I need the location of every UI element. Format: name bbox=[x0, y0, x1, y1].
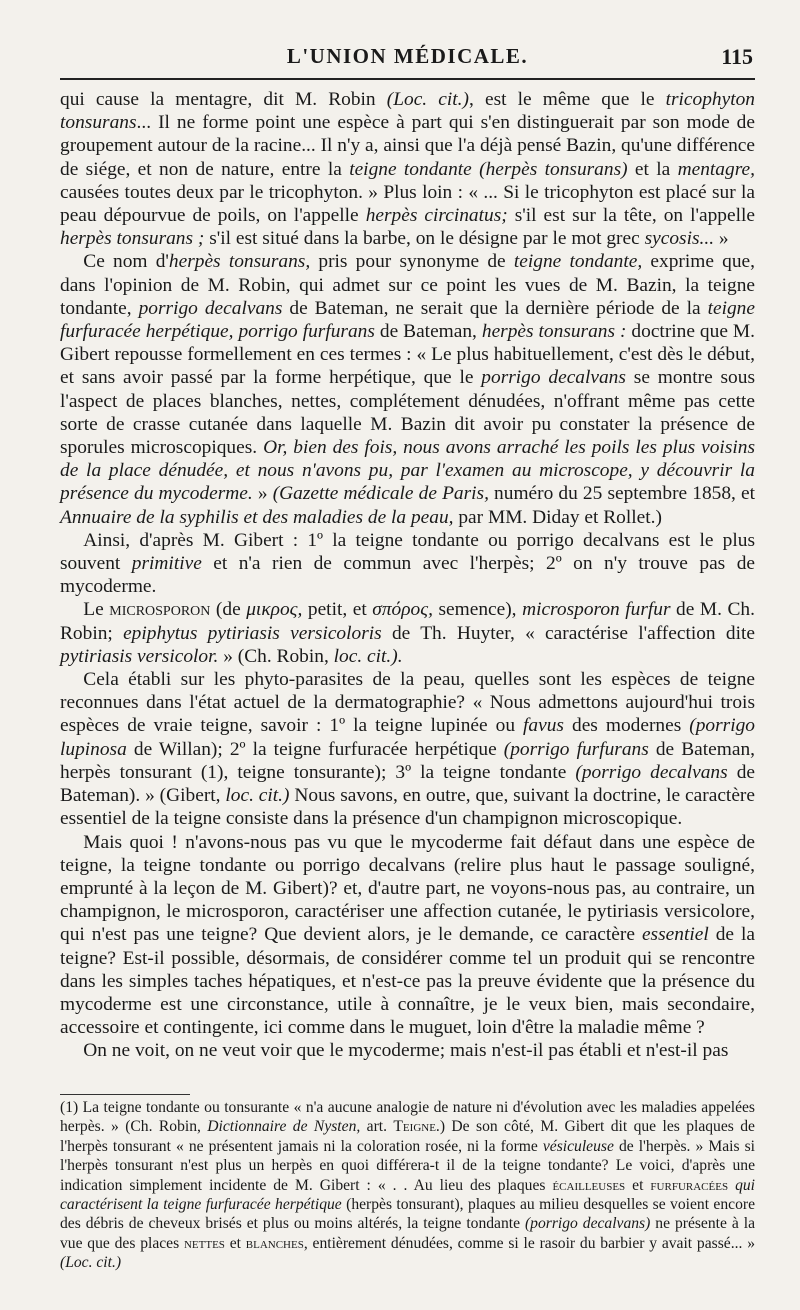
term: vésiculeuse bbox=[542, 1137, 614, 1155]
paragraph-1 bbox=[60, 88, 755, 250]
paragraph-6 bbox=[60, 831, 755, 1040]
term: sycosis... bbox=[644, 228, 715, 250]
text-run: numéro du 25 septembre 1858, et bbox=[488, 483, 756, 505]
term: porrigo decalvans bbox=[481, 367, 626, 389]
running-header bbox=[60, 38, 755, 80]
small-caps-term: blanches bbox=[245, 1234, 304, 1252]
text-run: se montre sous l'aspect de places blanches, nettes, complétement dénudées, n'offrant même pas cette sorte de crasse cutanée dans laquelle M. Bazin dit avoir pu constater la présence de sporules microscopiques. bbox=[60, 367, 755, 459]
footnote bbox=[60, 1098, 755, 1273]
text-run: , est le même que le bbox=[468, 89, 666, 110]
text-run: de Bateman, ne serait que la dernière période de la bbox=[282, 297, 708, 319]
quoted-emphasis: qui caractérisent la teigne furfuracée herpétique bbox=[60, 1176, 755, 1214]
small-caps-term: furfuracées bbox=[650, 1176, 729, 1194]
citation: loc. cit.) bbox=[225, 785, 290, 807]
text-run: petit, et bbox=[302, 599, 373, 621]
term: teigne tondante (herpès tonsurans) bbox=[349, 158, 628, 180]
text-run: s'il est sur la tête, on l'appelle bbox=[507, 205, 755, 227]
paragraph-3 bbox=[60, 529, 755, 599]
text-run: ) De son côté, M. Gibert dit que les plaques de l'herpès tonsurant « ne présentent jamais ni la coloration rosée, ni la forme bbox=[60, 1118, 755, 1155]
term: (porrigo decalvans bbox=[575, 761, 728, 783]
text-run: qui cause la mentagre, dit M. Robin bbox=[60, 89, 387, 110]
term: epiphytus pytiriasis versicoloris bbox=[123, 622, 382, 644]
term: mentagre, bbox=[677, 158, 755, 180]
footnote-rule bbox=[60, 1094, 190, 1095]
text-run: ... Il ne forme point une espèce à part qui s'en distinguerait par son mode de groupement autour de la racine... Il n'y a, ainsi que l'a déjà pensé Bazin, qu'une différence de siége, et non de nature, entre la bbox=[60, 112, 755, 180]
text-run: (1) La teigne tondante ou tonsurante « n'a aucune analogie de nature ni d'évolution avec les maladies appelées herpès. » (Ch. Robin, bbox=[60, 1099, 755, 1136]
text-run: et bbox=[224, 1234, 246, 1252]
text-run: , entièrement dénudées, comme si le rasoir du barbier y avait passé... » bbox=[303, 1234, 755, 1252]
text-run: Ce nom d' bbox=[83, 251, 169, 273]
text-run: Ainsi, d'après M. Gibert : 1º la teigne tondante ou porrigo decalvans est le plus souvent bbox=[60, 529, 755, 575]
text-run: art. bbox=[360, 1118, 394, 1136]
small-caps-term: microsporon bbox=[109, 599, 211, 621]
text-run: s'il est situé dans la barbe, on le désigne par le mot grec bbox=[204, 228, 645, 250]
term: (porrigo decalvans) bbox=[524, 1215, 651, 1233]
citation: (Loc. cit.) bbox=[60, 1254, 122, 1272]
citation: (Loc. cit.) bbox=[386, 89, 469, 110]
term: (porrigo furfurans bbox=[503, 738, 649, 760]
text-run: de Willan); 2º la teigne furfuracée herpétique bbox=[126, 738, 504, 760]
text-run: (de bbox=[210, 599, 247, 621]
paragraph-2 bbox=[60, 250, 755, 528]
paragraph-5 bbox=[60, 668, 755, 830]
citation: Annuaire de la syphilis et des maladies de la peau, bbox=[60, 506, 454, 528]
citation: loc. cit.). bbox=[333, 645, 403, 667]
term: primitive bbox=[131, 553, 202, 575]
text-run: de l'herpès. » Mais si l'herpès tonsurant n'est plus un herpès en quoi différera-t il de la teigne tondante? Le voici, d'après une indication simplement incidente de M. Gibert : « . . Au lieu des plaques bbox=[60, 1137, 755, 1194]
text-run: de Bateman, bbox=[374, 321, 482, 343]
term: microsporon furfur bbox=[522, 599, 671, 621]
text-run: ne présente à la vue que des places bbox=[60, 1215, 755, 1252]
text-run: et n'a rien de commun avec l'herpès; 2º on n'y trouve pas de mycoderme. bbox=[60, 553, 755, 598]
term: favus bbox=[523, 715, 564, 737]
term: pytiriasis versicolor. bbox=[60, 645, 219, 667]
greek-word: μικρος, bbox=[246, 599, 303, 621]
small-caps-term: nettes bbox=[183, 1234, 225, 1252]
text-run: exprime que, dans l'opinion de M. Robin, qui admet sur ce point les vues de M. Bazin, la teigne tondante, bbox=[60, 251, 755, 319]
text-run: » (Ch. Robin, bbox=[218, 645, 334, 667]
citation: (Gazette médicale de Paris, bbox=[272, 483, 489, 505]
term: (porrigo lupinosa bbox=[60, 715, 755, 760]
term: teigne tondante, bbox=[513, 251, 643, 273]
text-run: doctrine que M. Gibert repousse formellement en ces termes : « Le plus habituellement, c'est dès le début, et sans avoir passé par la forme herpétique, que le bbox=[60, 321, 755, 389]
small-caps-term: Teigne. bbox=[393, 1118, 440, 1136]
page-number: 115 bbox=[721, 44, 753, 69]
text-run: de Th. Huyter, « caractérise l'affection dite bbox=[381, 622, 755, 644]
text-run: de Bateman). » (Gibert, bbox=[60, 761, 756, 807]
journal-title: L'UNION MÉDICALE. bbox=[286, 44, 529, 68]
text-run: semence), bbox=[432, 599, 523, 621]
paragraph-4 bbox=[60, 598, 755, 668]
text-run: (herpès tonsurant), plaques au milieu desquelles se voient encore des débris de cheveux brisés et plus ou moins altérés, la teigne tondante bbox=[60, 1196, 755, 1233]
term: essentiel bbox=[641, 924, 709, 946]
text-run: des modernes bbox=[563, 715, 690, 737]
term: herpès circinatus; bbox=[365, 205, 508, 227]
text-run: par MM. Diday et Rollet.) bbox=[453, 506, 662, 528]
term: herpès tonsurans : bbox=[481, 321, 627, 343]
paragraph-7 bbox=[60, 1039, 755, 1062]
text-run: pris pour synonyme de bbox=[310, 251, 514, 273]
text-run: de Bateman, herpès tonsurant (1), teigne tonsurante); 3º la teigne tondante bbox=[60, 738, 756, 783]
text-run: » bbox=[714, 228, 729, 250]
text-run: causées toutes deux par le tricophyton. » Plus loin : « ... Si le tricophyton est placé sur la peau dépourvue de poils, on l'appelle bbox=[60, 181, 755, 227]
text-run: et la bbox=[627, 158, 678, 180]
text-run: de la teigne? Est-il possible, désormais, de considérer comme tel un produit qui se rencontre dans les simples taches hépatiques, et n'est-ce pas la preuve évidente que la présence du mycoderme est une circonstance, utile à connaître, je le veux bien, mais secondaire, accessoire et contingente, ici comme dans le muguet, loin d'être la maladie même ? bbox=[60, 924, 755, 1039]
citation: Dictionnaire de Nysten, bbox=[207, 1118, 361, 1136]
text-run: Cela établi sur les phyto-parasites de la peau, quelles sont les espèces de teigne reconnues dans l'état actuel de la dermatographie? « Nous admettons aujourd'hui trois espèces de vraie teigne, savoir : 1º la teigne lupinée ou bbox=[60, 669, 755, 737]
term: herpès tonsurans, bbox=[168, 251, 311, 273]
text-run: et bbox=[625, 1176, 651, 1194]
text-run: Le bbox=[83, 599, 110, 621]
text-run bbox=[728, 1177, 735, 1194]
text-run: On ne voit, on ne veut voir que le mycoderme; mais n'est-il pas établi et n'est-il pas bbox=[83, 1040, 729, 1062]
term: tricophyton tonsurans bbox=[60, 89, 755, 134]
text-run: Mais quoi ! n'avons-nous pas vu que le mycoderme fait défaut dans une espèce de teigne, la teigne tondante ou porrigo decalvans (relire plus haut le passage souligné, emprunté à la leçon de M. Gibert)? et, d'autre part, ne voyons-nous pas, au contraire, un champignon, le microsporon, caractériser une affection cutanée, le pytiriasis versicolore, qui n'est pas une teigne? Que devient alors, je le demande, ce caractère bbox=[60, 831, 755, 946]
term: herpès tonsurans ; bbox=[60, 228, 205, 250]
term: porrigo decalvans bbox=[138, 297, 283, 319]
small-caps-term: écailleuses bbox=[552, 1176, 626, 1194]
article-body bbox=[60, 88, 755, 1063]
text-run: de M. Ch. Robin; bbox=[60, 599, 755, 644]
text-run: » bbox=[252, 483, 273, 505]
greek-word: σπόρος, bbox=[372, 599, 433, 621]
text-run: Nous savons, en outre, que, suivant la doctrine, le caractère essentiel de la teigne consiste dans la présence d'un champignon microscopique. bbox=[60, 785, 755, 830]
term: teigne furfuracée herpétique, porrigo furfurans bbox=[60, 297, 755, 343]
quoted-emphasis: Or, bien des fois, nous avons arraché les poils les plus voisins de la place dénudée, et nous n'avons pu, par l'examen au microscope, y découvrir la présence du mycoderme. bbox=[60, 437, 755, 505]
